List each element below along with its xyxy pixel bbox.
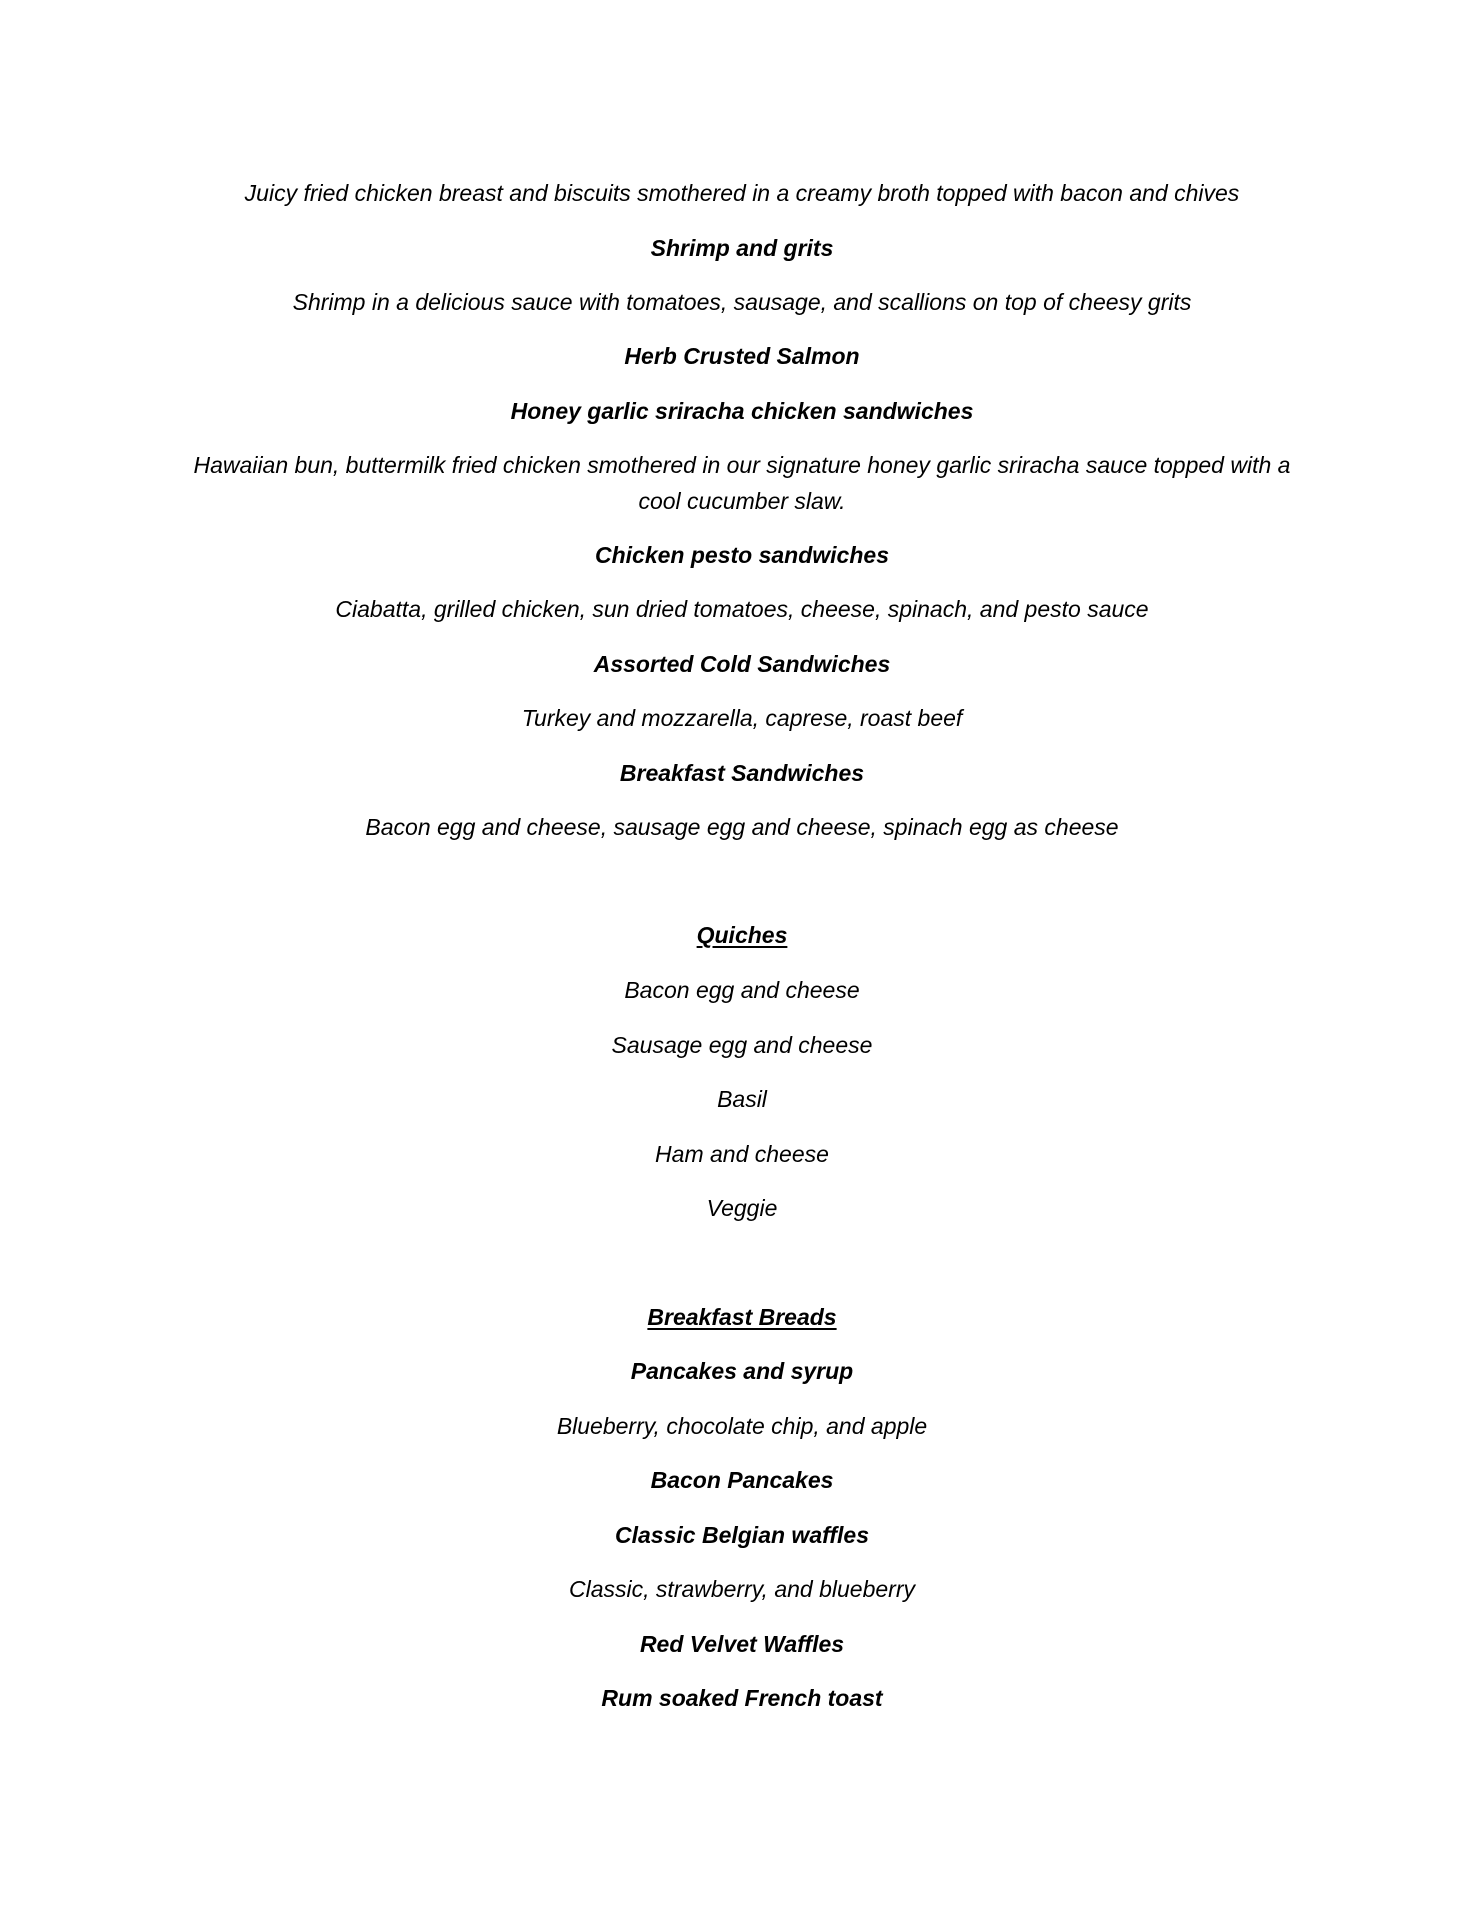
menu-item-title: Assorted Cold Sandwiches: [593, 651, 891, 677]
menu-description: Classic, strawberry, and blueberry: [569, 1576, 915, 1602]
menu-item-title: Classic Belgian waffles: [615, 1522, 869, 1548]
quiche-item: Veggie: [706, 1195, 778, 1221]
menu-description: Hawaiian bun, buttermilk fried chicken smothered in our signature honey garlic sriracha sauce topped with a cool cucumber slaw.: [193, 452, 1291, 514]
quiche-item: Ham and cheese: [655, 1141, 829, 1167]
menu-item-title: Herb Crusted Salmon: [624, 343, 860, 369]
menu-description: Ciabatta, grilled chicken, sun dried tomatoes, cheese, spinach, and pesto sauce: [335, 596, 1149, 622]
menu-item-title: Red Velvet Waffles: [639, 1631, 845, 1657]
menu-description: Bacon egg and cheese, sausage egg and cheese, spinach egg as cheese: [365, 814, 1119, 840]
menu-item-title: Rum soaked French toast: [601, 1685, 883, 1711]
menu-item-title: Breakfast Sandwiches: [619, 760, 865, 786]
menu-item-title: Pancakes and syrup: [630, 1358, 854, 1384]
menu-description: Juicy fried chicken breast and biscuits smothered in a creamy broth topped with bacon and chives: [244, 180, 1240, 206]
menu-item-title: Honey garlic sriracha chicken sandwiches: [510, 398, 974, 424]
menu-item-title: Chicken pesto sandwiches: [595, 542, 889, 568]
menu-item-title: Shrimp and grits: [650, 235, 834, 261]
quiche-item: Sausage egg and cheese: [611, 1032, 873, 1058]
section-heading-breakfast-breads: Breakfast Breads: [647, 1304, 837, 1330]
section-heading-quiches: Quiches: [696, 922, 788, 948]
menu-description: Shrimp in a delicious sauce with tomatoes, sausage, and scallions on top of cheesy grits: [292, 289, 1192, 315]
menu-description: Blueberry, chocolate chip, and apple: [556, 1413, 928, 1439]
quiche-item: Bacon egg and cheese: [624, 977, 860, 1003]
menu-description: Turkey and mozzarella, caprese, roast beef: [521, 705, 963, 731]
menu-item-title: Bacon Pancakes: [650, 1467, 834, 1493]
quiche-item: Basil: [717, 1086, 767, 1112]
